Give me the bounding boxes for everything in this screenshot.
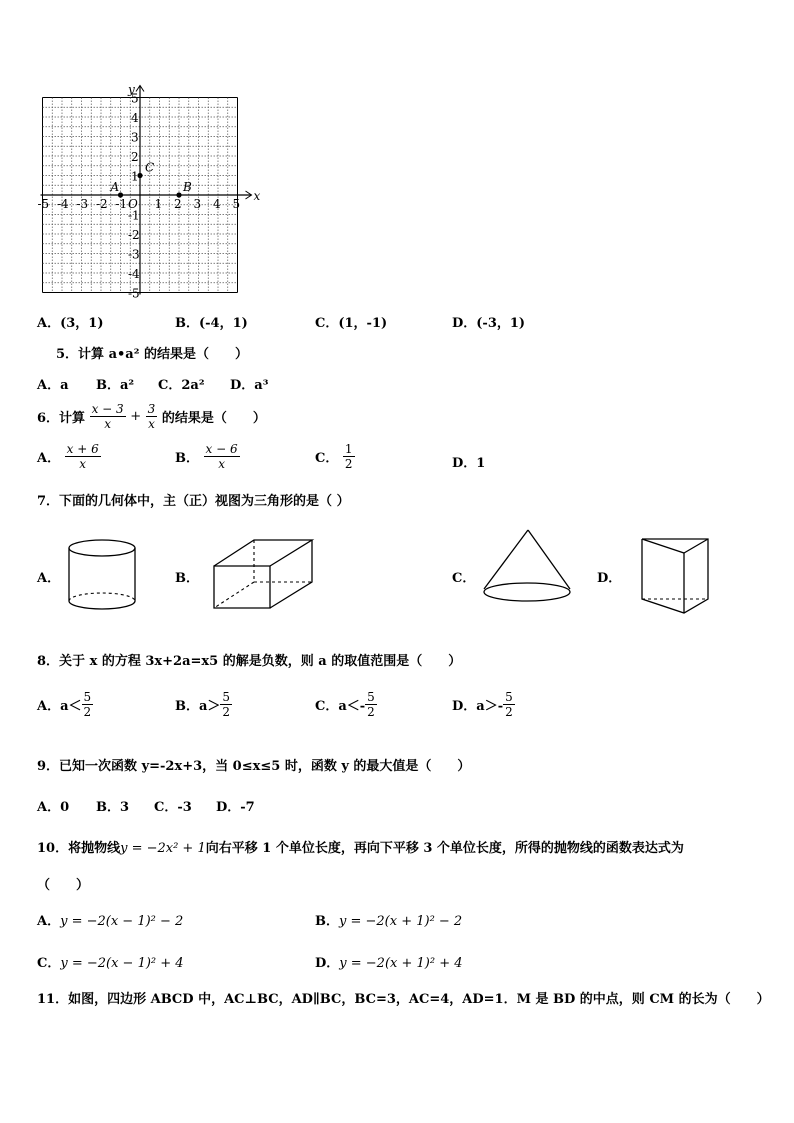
y-tick-label: 4 (131, 111, 139, 125)
q6-option-d[interactable]: D．1 (452, 456, 486, 471)
y-tick-label: -5 (128, 286, 140, 301)
point-label-c: C (145, 160, 155, 175)
q6-stem: 6．计算 $\frac{x - 3}{x}$ + $\frac{3}{x}$ 的结果是（ ） (37, 402, 266, 431)
q9-option-a[interactable]: A．0 (37, 800, 70, 815)
q8-option-d[interactable]: D．a＞- $\frac{5}{2}$ (452, 690, 513, 719)
x-tick-label: 3 (193, 197, 202, 211)
q5-option-a[interactable]: A．a (37, 378, 69, 393)
q9-stem: 9．已知一次函数 y=-2x+3，当 0≤x≤5 时，函数 y 的最大值是（ ） (37, 759, 471, 774)
q4-option-c[interactable]: C．(1，-1) (315, 316, 388, 331)
q10-stem: 10．将抛物线y = −2x² + 1向右平移 1 个单位长度，再向下平移 3 个单位长度，所得的抛物线的函数表达式为 (37, 841, 684, 856)
q4-option-b[interactable]: B．(-4，1) (175, 316, 248, 331)
q7-label-a[interactable]: A． (37, 571, 61, 586)
y-tick-label: 1 (131, 169, 139, 184)
q7-label-c[interactable]: C． (452, 571, 476, 586)
x-tick-label: 1 (154, 197, 163, 211)
x-axis-label: x (253, 189, 261, 203)
x-tick-label: -1 (115, 197, 128, 211)
q5-option-d[interactable]: D．a³ (230, 378, 269, 393)
q5-stem: 5．计算 a•a² 的结果是（ ） (56, 347, 248, 362)
q6-option-a[interactable]: A． $\frac{x + 6}{x}$ (37, 442, 99, 471)
q11-stem: 11．如图，四边形 ABCD 中，AC⊥BC，AD∥BC，BC=3，AC=4，AD=1．M 是 BD 的中点，则 CM 的长为（ ） (37, 992, 770, 1007)
q10-option-d[interactable]: D．y = −2(x + 1)² + 4 (315, 956, 463, 971)
y-tick-label: 5 (131, 91, 139, 106)
q7-label-b[interactable]: B． (175, 571, 199, 586)
point-label-a: A (110, 180, 120, 194)
x-tick-label: 4 (213, 197, 221, 211)
q9-option-d[interactable]: D．-7 (216, 800, 255, 815)
y-tick-label: -1 (128, 208, 140, 223)
q7-label-d[interactable]: D． (597, 571, 622, 586)
q7-stem: 7．下面的几何体中，主（正）视图为三角形的是（ ） (37, 494, 350, 509)
coordinate-grid (30, 75, 270, 305)
x-tick-label: 5 (232, 197, 241, 211)
cuboid-figure (208, 536, 318, 612)
q5-option-b[interactable]: B．a² (96, 378, 135, 393)
q9-option-b[interactable]: B．3 (96, 800, 130, 815)
x-tick-label: -2 (96, 197, 108, 211)
triangular-prism-figure (636, 533, 716, 617)
cone-figure (480, 527, 576, 605)
q8-option-c[interactable]: C．a＜- $\frac{5}{2}$ (315, 690, 375, 719)
x-tick-label: O (128, 197, 138, 211)
y-axis-label: y (128, 82, 135, 97)
point-label-b: B (183, 180, 192, 194)
y-tick-label: -2 (128, 228, 140, 242)
q6-option-c[interactable]: C． $\frac{1}{2}$ (315, 442, 353, 471)
x-tick-label: -5 (37, 197, 50, 211)
x-tick-label: -4 (57, 197, 69, 211)
q10-paren: （ ） (37, 878, 90, 893)
y-tick-label: -4 (128, 267, 140, 281)
q5-option-c[interactable]: C．2a² (158, 378, 205, 393)
q10-option-c[interactable]: C．y = −2(x − 1)² + 4 (37, 956, 184, 971)
y-tick-label: -3 (128, 247, 140, 262)
x-tick-label: -3 (76, 197, 89, 211)
q8-option-b[interactable]: B．a＞ $\frac{5}{2}$ (175, 690, 231, 719)
q10-option-b[interactable]: B．y = −2(x + 1)² − 2 (315, 914, 463, 929)
y-tick-label: 3 (131, 130, 139, 145)
q8-option-a[interactable]: A．a＜ $\frac{5}{2}$ (37, 690, 92, 719)
cylinder-figure (66, 538, 140, 612)
x-tick-label: 2 (174, 197, 182, 211)
q8-stem: 8．关于 x 的方程 3x+2a=x5 的解是负数，则 a 的取值范围是（ ） (37, 654, 462, 669)
q4-option-a[interactable]: A．(3，1) (37, 316, 104, 331)
q9-option-c[interactable]: C．-3 (154, 800, 192, 815)
q4-option-d[interactable]: D．(-3，1) (452, 316, 526, 331)
q6-option-b[interactable]: B． $\frac{x - 6}{x}$ (175, 442, 238, 471)
q10-option-a[interactable]: A．y = −2(x − 1)² − 2 (37, 914, 184, 929)
y-tick-label: 2 (131, 150, 139, 164)
